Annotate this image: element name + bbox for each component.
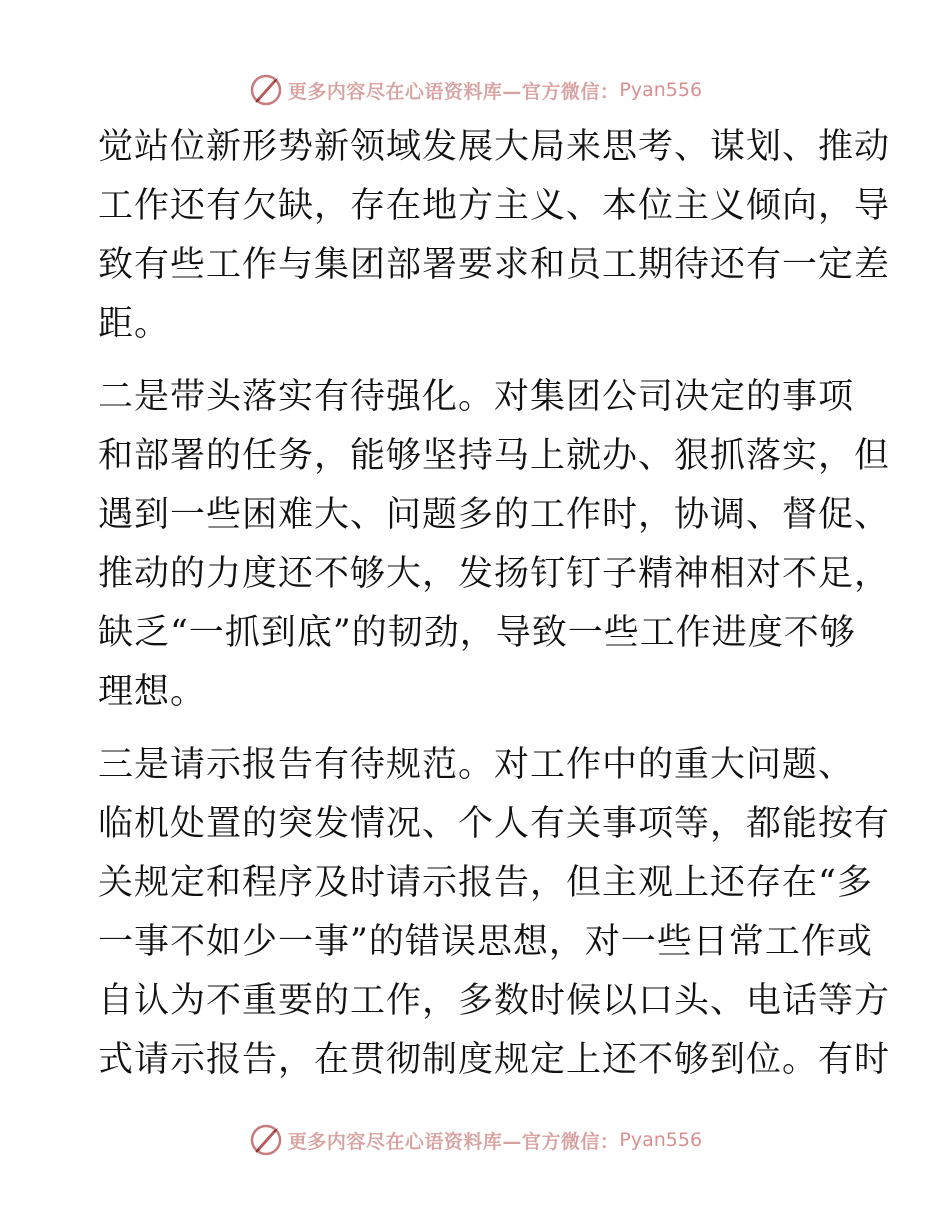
text-line: 觉站位新形势新领域发展大局来思考、谋划、推动 (98, 127, 891, 167)
banner-wechat-id: Pyan556 (619, 1129, 703, 1151)
text-line: 推动的力度还不够大，发扬钉钉子精神相对不足， (98, 554, 891, 594)
text-line: 三是请示报告有待规范。对工作中的重大问题、 (98, 745, 855, 785)
paragraph (98, 118, 891, 354)
text-line: 距。 (98, 304, 171, 344)
footer-banner (0, 1120, 950, 1160)
quill-pen-icon (248, 1122, 284, 1158)
header-banner (0, 70, 950, 110)
text-line: 致有些工作与集团部署要求和员工期待还有一定差 (98, 245, 891, 285)
text-line: 缺乏“一抓到底”的韧劲，导致一些工作进度不够 (98, 613, 856, 653)
text-line: 二是带头落实有待强化。对集团公司决定的事项 (98, 377, 855, 417)
banner-wechat-id: Pyan556 (619, 79, 703, 101)
text-line: 工作还有欠缺，存在地方主义、本位主义倾向，导 (98, 186, 891, 226)
text-line: 式请示报告，在贯彻制度规定上还不够到位。有时 (98, 1040, 891, 1080)
text-line: 理想。 (98, 672, 207, 712)
text-line: 遇到一些困难大、问题多的工作时，协调、督促、 (98, 495, 891, 535)
paragraph (98, 368, 891, 722)
paragraph (98, 736, 891, 1090)
banner-text: 更多内容尽在心语资料库—官方微信： (287, 1130, 620, 1153)
quill-pen-icon (248, 72, 284, 108)
text-line: 关规定和程序及时请示报告，但主观上还存在“多 (98, 863, 873, 903)
text-line: 临机处置的突发情况、个人有关事项等，都能按有 (98, 804, 891, 844)
body-text (98, 118, 891, 1090)
text-line: 和部署的任务，能够坚持马上就办、狠抓落实，但 (98, 436, 891, 476)
text-line: 一事不如少一事”的错误思想，对一些日常工作或 (98, 922, 873, 962)
text-line: 自认为不重要的工作，多数时候以口头、电话等方 (98, 981, 891, 1021)
banner-text: 更多内容尽在心语资料库—官方微信： (287, 80, 620, 103)
